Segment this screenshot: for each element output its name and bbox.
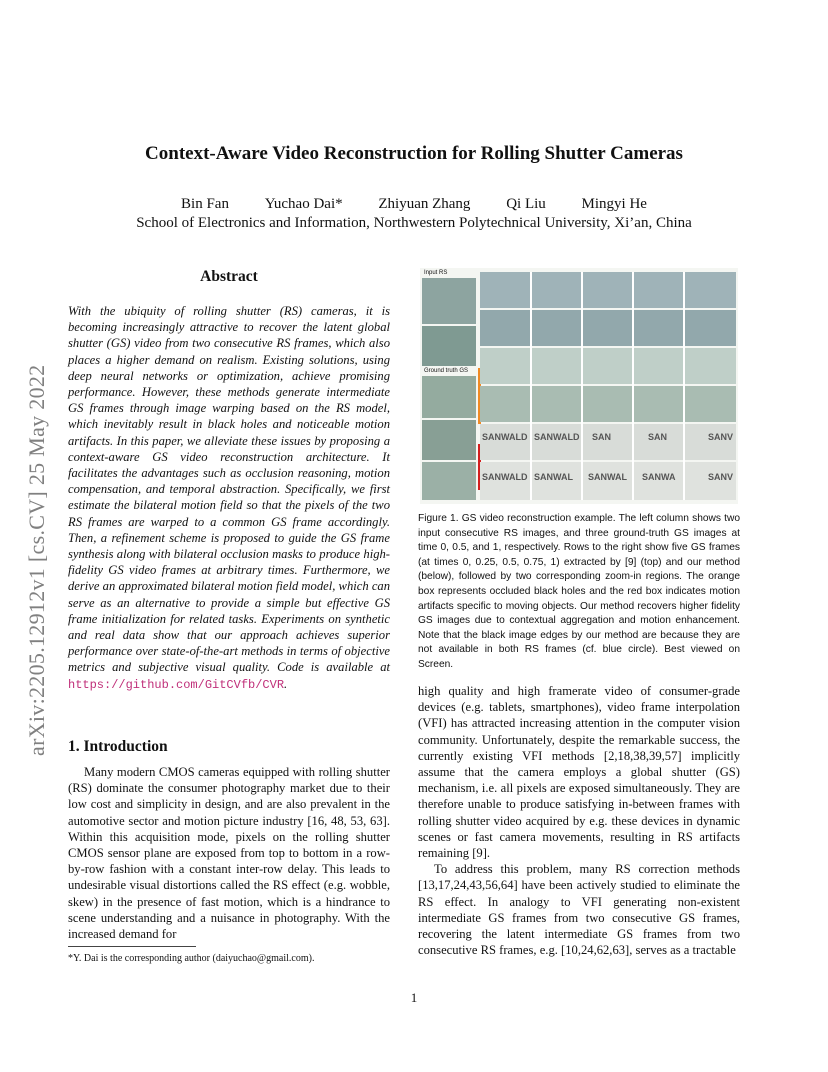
author: Mingyi He <box>581 196 647 212</box>
paragraph: high quality and high framerate video of consumer-grade devices (e.g. tablets, smartphones), video frame interpolation (VFI) has attracted increasing attention in the computer vision community. Unfortunately, despite the remarkable success, the currently existing VFI methods [2,18,38,39,57] implicitly assume that the camera employs a global shutter (GS) mechanism, i.e. all pixels are exposed simultaneously. They are therefore unable to produce satisfying in-between frames with rolling shutter video acquired by e.g. these devices in dynamic scenes or fast camera movements, resulting in RS artifacts remaining [9]. <box>418 684 740 861</box>
arxiv-stamp <box>22 276 52 756</box>
arxiv-stamp-text: arXiv:2205.12912v1 [cs.CV] 25 May 2022 <box>24 364 49 756</box>
author: Zhiyuan Zhang <box>378 196 471 212</box>
paragraph: To address this problem, many RS correction methods [13,17,24,43,56,64] have been actively studied to eliminate the RS effect. In analogy to VFI generating non-existent intermediate GS frames from two consecutive GS frames, recovering the latent intermediate GS frames from two consecutive RS frames, e.g. [10,24,62,63], serves as a tractable <box>418 862 740 958</box>
sign-text: SANWAL <box>588 472 627 482</box>
sign-text: SANWALD <box>534 432 580 442</box>
figure-label-gt: Ground truth GS <box>424 368 469 374</box>
figure-1-image <box>420 268 738 504</box>
right-column-text <box>418 683 740 958</box>
abstract-body: With the ubiquity of rolling shutter (RS) cameras, it is becoming increasingly attractive to recover the latent global shutter (GS) video from two consecutive RS frames, which also places a higher demand on realism. Existing solutions, using deep neural networks or optimization, achieve promising performance. However, these methods generate intermediate GS frames through image warping based on the RS model, which inevitably result in black holes and noticeable motion artifacts. In this paper, we alleviate these issues by proposing a context-aware GS video reconstruction architecture. It facilitates the advantages such as occlusion reasoning, motion compensation, and temporal abstraction. Specifically, we first estimate the bilateral motion field so that the pixels of the two RS frames are warped to a common GS frame accordingly. Then, a refinement scheme is proposed to guide the GS frame synthesis along with bilateral occlusion masks to produce high-fidelity GS video frames at arbitrary times. Furthermore, we derive an approximated bilateral motion field model, which can serve as an alternative to provide a simple but effective GS frame initialization for related tasks. Experiments on synthetic and real data show that our approach achieves superior performance over state-of-the-art methods in terms of objective metrics and subjective visual quality. Code is available at https://github.com/GitCVfb/CVR. <box>68 304 390 692</box>
figure-1 <box>420 268 738 504</box>
section-heading: 1. Introduction <box>68 738 168 755</box>
abstract-text: With the ubiquity of rolling shutter (RS) cameras, it is becoming increasingly attractive to recover the latent global shutter (GS) video from two consecutive RS frames, which also places a higher demand on realism. Existing solutions, using deep neural networks or optimization, achieve promising performance. However, these methods generate intermediate GS frames through image warping based on the RS model, which inevitably result in black holes and noticeable motion artifacts. In this paper, we alleviate these issues by proposing a context-aware GS video reconstruction architecture. It facilitates the advantages such as occlusion reasoning, motion compensation, and temporal abstraction. Specifically, we first estimate the bilateral motion field so that the pixels of the two RS frames are warped to a common GS frame accordingly. Then, a refinement scheme is proposed to guide the GS frame synthesis along with bilateral occlusion masks to produce high-fidelity GS video frames at arbitrary times. Furthermore, we derive an approximated bilateral motion field model, which can serve as an alternative to provide a simple but effective GS frame initialization for related tasks. Experiments on synthetic and real data show that our approach achieves superior performance over state-of-the-art methods in terms of objective metrics and subjective visual quality. Code is available at <box>68 304 390 675</box>
page-number: 1 <box>410 990 418 1005</box>
author: Qi Liu <box>506 196 546 212</box>
author: Yuchao Dai* <box>264 196 343 212</box>
sign-text: SANV <box>708 472 734 482</box>
sign-text: SAN <box>592 432 612 442</box>
footnote: *Y. Dai is the corresponding author (daiyuchao@gmail.com). <box>68 953 315 964</box>
figure-caption: Figure 1. GS video reconstruction example. The left column shows two input consecutive RS images, and three ground-truth GS images at time 0, 0.5, and 1, respectively. Rows to the right show five GS frames (at times 0, 0.25, 0.5, 0.75, 1) extracted by [9] (top) and our method (below), followed by two corresponding zoom-in regions. The orange box represents occluded black holes and the red box indicates motion artifacts specific to moving objects. Our method recovers higher fidelity GS images due to contextual aggregation and motion enhancement. Note that the black image edges by our method are because they are not available in both RS frames (cf. blue circle). Best viewed on Screen. <box>418 513 740 670</box>
intro-paragraph: Many modern CMOS cameras equipped with rolling shutter (RS) dominate the consumer photography market due to their low cost and simplicity in design, and are also prevalent in the automotive sector and motion picture industry [16, 48, 53, 63]. Within this acquisition mode, pixels on the rolling shutter CMOS sensor plane are exposed from top to bottom in a row-by-row fashion with a constant inter-row delay. This leads to undesirable visual distortions called the RS effect (e.g. wobble, skew) in the presence of fast motion, which is a hindrance to scene understanding and a nuisance in photography. With the increased demand for <box>68 765 390 942</box>
affiliation: School of Electronics and Information, Northwestern Polytechnical University, Xi’an, China <box>136 215 692 231</box>
sign-text: SANWA <box>642 472 676 482</box>
abstract-heading: Abstract <box>200 268 258 285</box>
footnote-rule <box>68 946 196 947</box>
sign-text: SANWALD <box>482 432 528 442</box>
author-list <box>0 196 828 213</box>
paper-title: Context-Aware Video Reconstruction for Rolling Shutter Cameras <box>145 143 683 164</box>
sign-text: SANV <box>708 432 734 442</box>
author: Bin Fan <box>181 196 229 212</box>
sign-text: SANWAL <box>534 472 573 482</box>
figure-label-input: Input RS <box>424 270 448 276</box>
sign-text: SANWALD <box>482 472 528 482</box>
code-link[interactable]: https://github.com/GitCVfb/CVR <box>68 677 285 692</box>
sign-text: SAN <box>648 432 668 442</box>
